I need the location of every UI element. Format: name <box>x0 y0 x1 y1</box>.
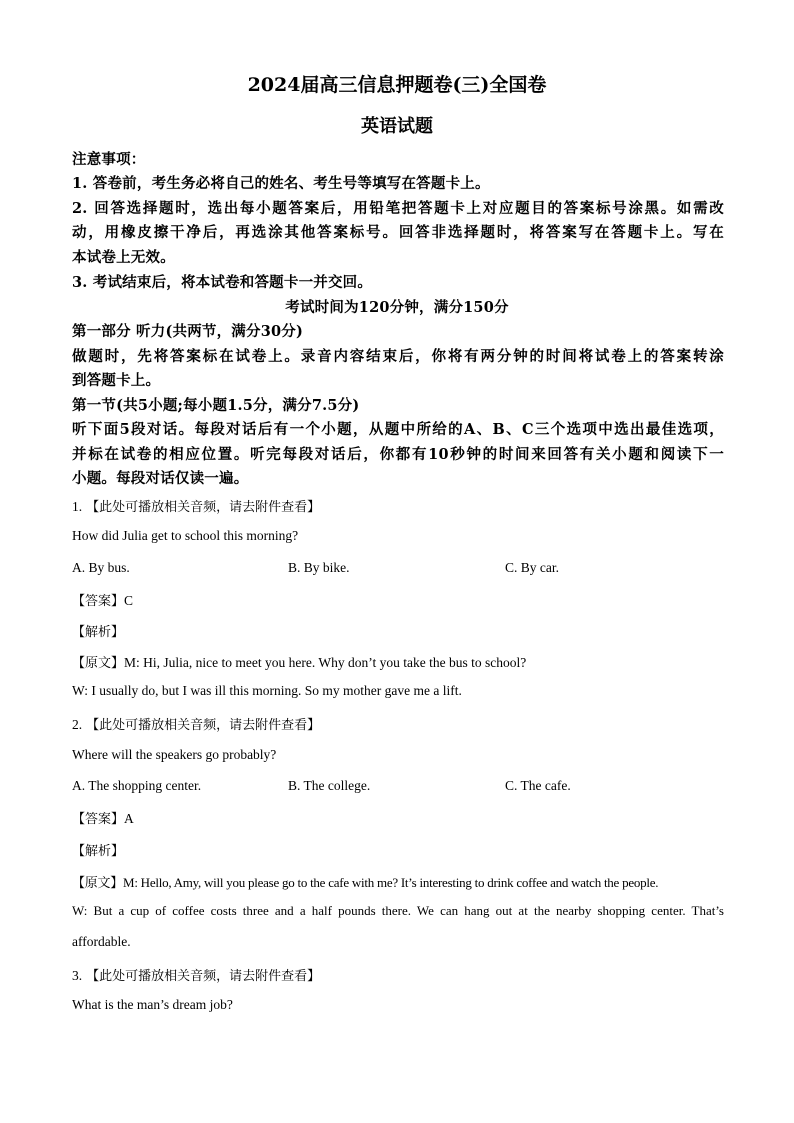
question-1-option-a: A. By bus. <box>72 560 130 575</box>
question-2-option-c: C. The cafe. <box>505 778 571 793</box>
question-1-analysis-label: 【解析】 <box>72 625 125 640</box>
note-item-2-line-1: 2. 回答选择题时，选出每小题答案后，用铅笔把答题卡上对应题目的答案标号涂黑。如需改 <box>72 200 724 217</box>
question-3-header <box>72 965 724 985</box>
section1-line-3: 小题。每段对话仅读一遍。 <box>72 470 249 487</box>
answer-value: C <box>124 593 134 608</box>
question-1-answer <box>72 590 724 610</box>
note-item-1: 1. 答卷前，考生务必将自己的姓名、考生号等填写在答题卡上。 <box>72 175 490 192</box>
question-2-analysis-label: 【解析】 <box>72 844 125 859</box>
transcript-text: M: Hello, Amy, will you please go to the cafe with me? It’s interesting to drink coffee and watch the people. <box>123 875 659 890</box>
exam-title: 2024届高三信息押题卷(三)全国卷 <box>247 74 547 96</box>
section1-heading: 第一节(共5小题;每小题1.5分，满分7.5分) <box>72 397 360 414</box>
exam-info: 考试时间为120分钟，满分150分 <box>285 299 509 316</box>
question-2-transcript-line-1 <box>72 872 724 892</box>
question-2-transcript-line-2: W: But a cup of coffee costs three and a half pounds there. We can hang out at the nearby shopping center. That’s <box>72 903 724 918</box>
section1-line-2: 并标在试卷的相应位置。听完每段对话后，你都有10秒钟的时间来回答有关小题和阅读下一 <box>72 446 724 463</box>
question-1-header <box>72 496 724 516</box>
note-item-3: 3. 考试结束后，将本试卷和答题卡一并交回。 <box>72 274 373 291</box>
question-2-transcript-line-3: affordable. <box>72 934 131 949</box>
question-1-option-b: B. By bike. <box>288 560 350 575</box>
question-1-text: How did Julia get to school this morning? <box>72 528 299 543</box>
part1-intro-line-2: 到答题卡上。 <box>72 372 161 389</box>
question-2-answer <box>72 808 724 828</box>
answer-label: 【答案】 <box>72 812 125 827</box>
section1-line-1: 听下面5段对话。每段对话后有一个小题，从题中所给的A、B、C三个选项中选出最佳选项， <box>72 421 724 438</box>
question-3-text: What is the man’s dream job? <box>72 997 233 1012</box>
part1-intro-line-1: 做题时，先将答案标在试卷上。录音内容结束后，你将有两分钟的时间将试卷上的答案转涂 <box>72 348 724 365</box>
question-number: 3. <box>72 968 83 983</box>
audio-note[interactable]: 【此处可播放相关音频，请去附件查看】 <box>86 969 321 984</box>
question-1-transcript-line-1 <box>72 652 724 672</box>
audio-note[interactable]: 【此处可播放相关音频，请去附件查看】 <box>86 500 321 515</box>
exam-subtitle: 英语试题 <box>361 116 433 137</box>
transcript-label: 【原文】 <box>72 876 124 891</box>
question-1-option-c: C. By car. <box>505 560 559 575</box>
notes-heading: 注意事项： <box>72 151 146 168</box>
question-2-option-a: A. The shopping center. <box>72 778 202 793</box>
question-2-text: Where will the speakers go probably? <box>72 747 277 762</box>
audio-note[interactable]: 【此处可播放相关音频，请去附件查看】 <box>86 718 321 733</box>
question-number: 1. <box>72 499 83 514</box>
question-number: 2. <box>72 717 83 732</box>
answer-value: A <box>124 811 134 826</box>
question-1-transcript-line-2: W: I usually do, but I was ill this morning. So my mother gave me a lift. <box>72 683 462 698</box>
note-item-2-line-3: 本试卷上无效。 <box>72 249 175 266</box>
question-2-header <box>72 714 724 734</box>
part1-heading: 第一部分 听力(共两节，满分30分) <box>72 323 304 340</box>
question-2-option-b: B. The college. <box>288 778 371 793</box>
transcript-text: M: Hi, Julia, nice to meet you here. Why don’t you take the bus to school? <box>124 655 527 670</box>
note-item-2-line-2: 动，用橡皮擦干净后，再选涂其他答案标号。回答非选择题时，将答案写在答题卡上。写在 <box>72 224 724 241</box>
transcript-label: 【原文】 <box>72 656 125 671</box>
answer-label: 【答案】 <box>72 594 125 609</box>
